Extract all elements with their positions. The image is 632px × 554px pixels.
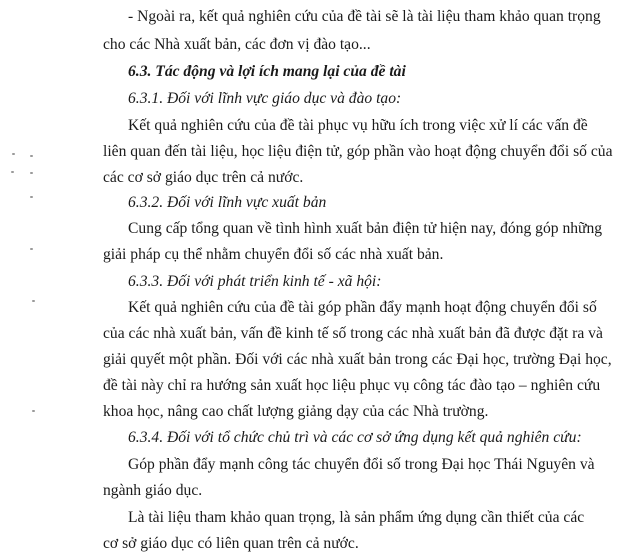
subheading-6-3-1: 6.3.1. Đối với lĩnh vực giáo dục và đào tạo: — [128, 90, 402, 107]
subheading-6-3-4: 6.3.4. Đối với tổ chức chủ trì và các cơ sở ứng dụng kết quả nghiên cứu: — [128, 429, 582, 446]
body-line: các cơ sở giáo dục trên cả nước. — [103, 169, 304, 186]
body-line: Là tài liệu tham khảo quan trọng, là sản phẩm ứng dụng cần thiết của các — [128, 509, 585, 526]
body-line: giải quyết một phần. Đối với các nhà xuất bản trong các Đại học, trường Đại học, — [103, 351, 612, 368]
body-line: của các nhà xuất bản, vấn đề kinh tế số trong các nhà xuất bản đã được đặt ra và — [103, 325, 603, 342]
section-heading: 6.3. Tác động và lợi ích mang lại của đề tài — [128, 63, 406, 80]
scan-speck — [30, 196, 33, 198]
body-line: Góp phần đẩy mạnh công tác chuyển đổi số trong Đại học Thái Nguyên và — [128, 456, 595, 473]
intro-line-1: - Ngoài ra, kết quả nghiên cứu của đề tài sẽ là tài liệu tham khảo quan trọng — [128, 8, 601, 25]
body-line: Kết quả nghiên cứu của đề tài phục vụ hữu ích trong việc xử lí các vấn đề — [128, 117, 588, 134]
body-line: cơ sở giáo dục có liên quan trên cả nước. — [103, 535, 359, 552]
body-line: Cung cấp tổng quan về tình hình xuất bản điện tử hiện nay, đóng góp những — [128, 220, 603, 237]
subheading-6-3-2: 6.3.2. Đối với lĩnh vực xuất bản — [128, 194, 327, 211]
scan-speck — [12, 153, 15, 155]
scan-speck — [32, 300, 35, 302]
body-line: liên quan đến tài liệu, học liệu điện tử, góp phần vào hoạt động chuyển đổi số của — [103, 143, 613, 160]
scan-speck — [30, 248, 33, 250]
scan-speck — [30, 172, 33, 174]
scan-speck — [30, 155, 33, 157]
scan-speck — [11, 171, 14, 173]
body-line: Kết quả nghiên cứu của đề tài góp phần đẩy mạnh hoạt động chuyển đổi số — [128, 299, 597, 316]
intro-line-2: cho các Nhà xuất bản, các đơn vị đào tạo... — [103, 36, 371, 53]
body-line: giải pháp cụ thể nhằm chuyển đổi số các nhà xuất bản. — [103, 246, 444, 263]
body-line: đề tài này chỉ ra hướng sản xuất học liệu phục vụ công tác đào tạo – nghiên cứu — [103, 377, 601, 394]
body-line: ngành giáo dục. — [103, 482, 203, 499]
subheading-6-3-3: 6.3.3. Đối với phát triển kinh tế - xã hội: — [128, 273, 382, 290]
body-line: khoa học, nâng cao chất lượng giảng dạy của các Nhà trường. — [103, 403, 489, 420]
scan-speck — [32, 410, 35, 412]
